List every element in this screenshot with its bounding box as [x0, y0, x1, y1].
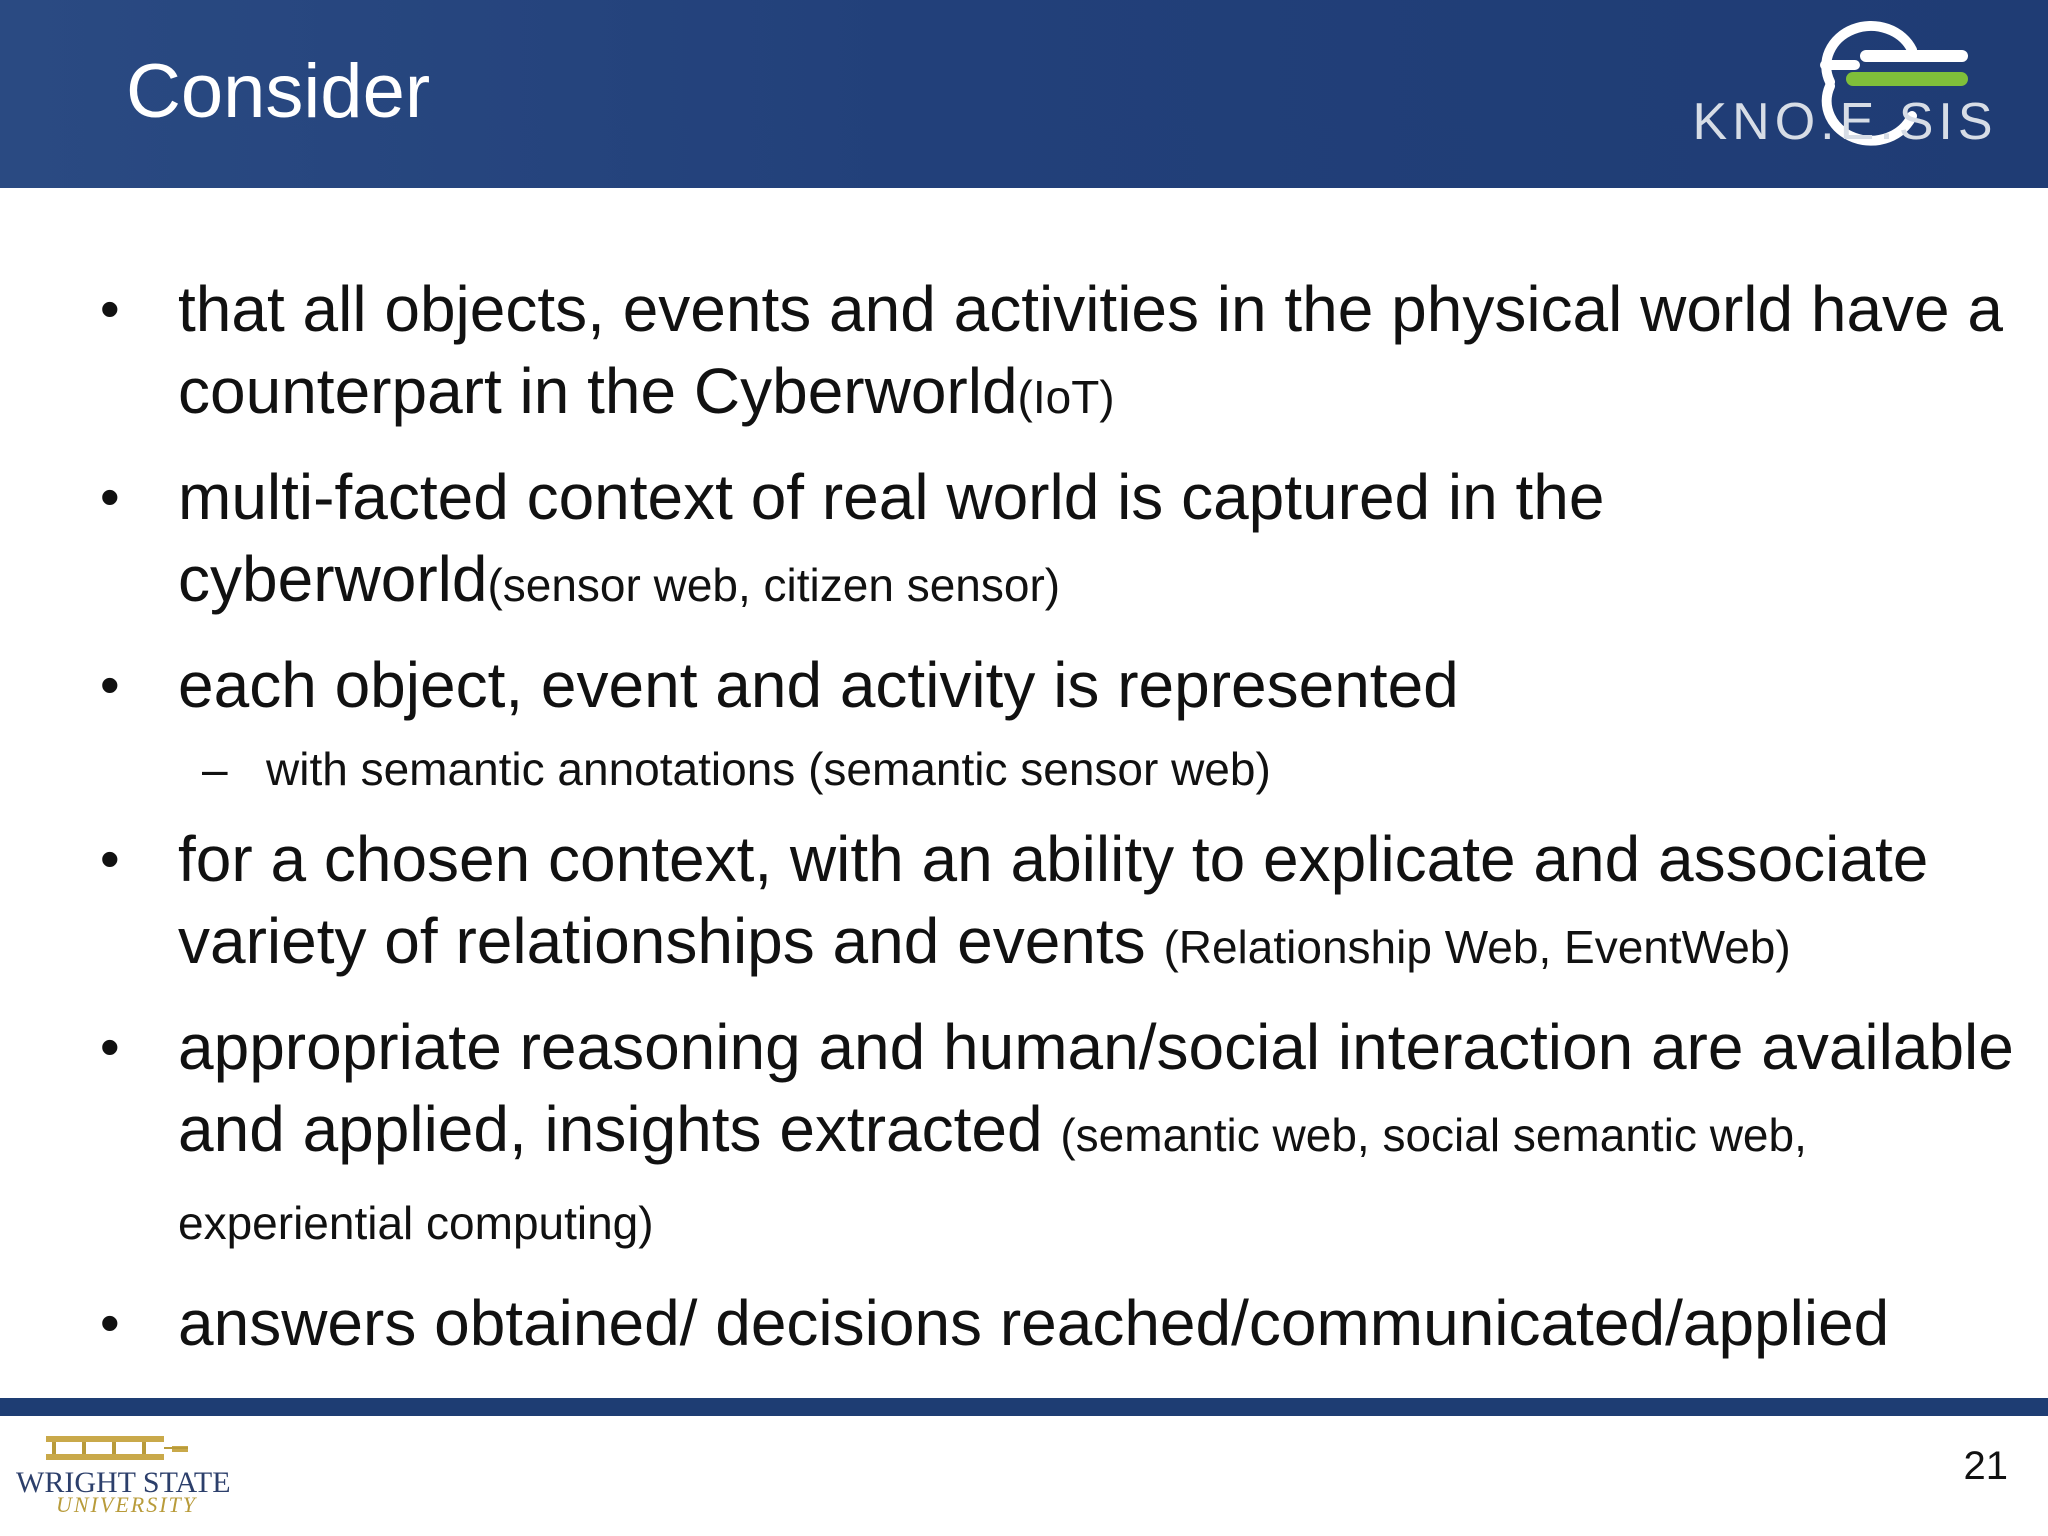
bullet-text: that all objects, events and activities in the physical world have a counterpart in the Cyberworld — [178, 273, 2003, 427]
footer-bar — [0, 1398, 2048, 1416]
bullet-marker: • — [100, 1015, 120, 1078]
bullet-note: (IoT) — [1017, 371, 1115, 423]
university-name: WRIGHT STATE — [16, 1466, 231, 1499]
bullet-note: (Relationship Web, EventWeb) — [1163, 921, 1791, 973]
bullet-note: (sensor web, citizen sensor) — [487, 559, 1061, 611]
knoesis-logo-text: KNO.E.SIS — [1692, 93, 1998, 151]
sub-bullet-item — [0, 734, 2048, 804]
bullet-list — [0, 268, 2048, 1364]
bullet-marker: • — [100, 653, 120, 716]
bullet-item-2 — [0, 456, 2018, 626]
bullet-marker: • — [100, 827, 120, 890]
bullet-text: answers obtained/ decisions reached/communicated/applied — [178, 1287, 1890, 1359]
bullet-item-1 — [0, 268, 2018, 438]
bullet-text: appropriate reasoning and human/social interaction are available and applied, insights extracted — [178, 1011, 2014, 1165]
bullet-text: each object, event and activity is represented — [178, 649, 1459, 721]
bullet-marker: • — [100, 277, 120, 340]
page-number: 21 — [1963, 1444, 2008, 1488]
sub-bullet-marker: – — [202, 743, 228, 795]
bullet-item-5 — [0, 1006, 2018, 1264]
sub-bullet-text: with semantic annotations (semantic sensor web) — [266, 743, 1271, 795]
bullet-marker: • — [100, 465, 120, 528]
slide-header — [0, 0, 2048, 188]
bullet-marker: • — [100, 1291, 120, 1354]
bullet-note: (semantic web, social semantic web, experiential computing) — [178, 1109, 1807, 1249]
bullet-item-6 — [0, 1282, 2018, 1364]
bullet-item-4 — [0, 818, 2018, 988]
slide-title: Consider — [126, 49, 431, 134]
bullet-text: multi-facted context of real world is captured in the cyberworld — [178, 461, 1605, 615]
bullet-text: for a chosen context, with an ability to explicate and associate variety of relationships and events — [178, 823, 1929, 977]
bullet-item-3 — [0, 644, 2018, 726]
university-subtitle: UNIVERSITY — [56, 1492, 197, 1517]
